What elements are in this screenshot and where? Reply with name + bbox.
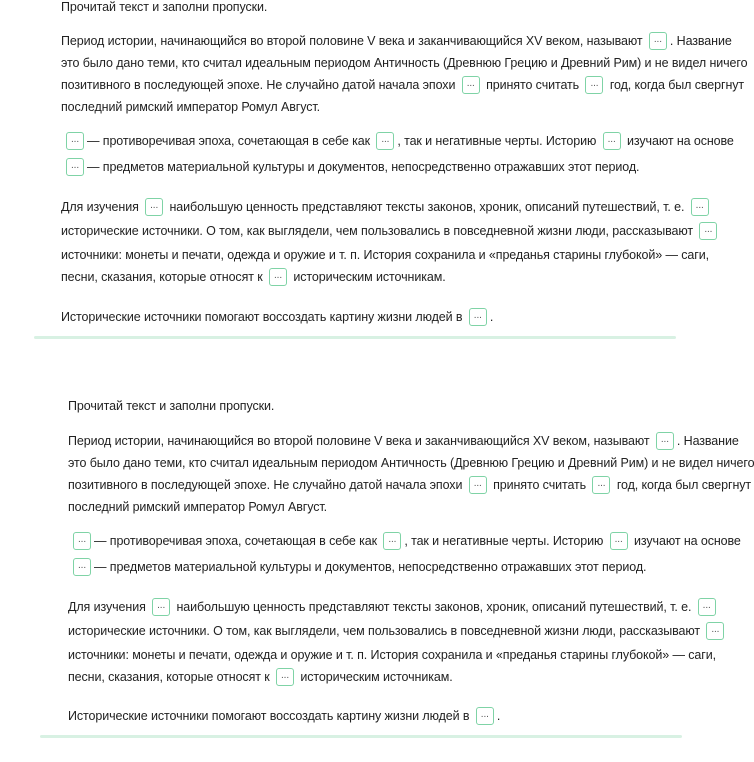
paragraph-2-line-1: ... — противоречивая эпоха, сочетающая в себе как ... , так и негативные черты. Историю ... изучают на основе: [70, 530, 741, 552]
gap-input[interactable]: ...: [462, 76, 480, 94]
gap-input[interactable]: ...: [699, 222, 717, 240]
gap-input[interactable]: ...: [66, 158, 84, 176]
paragraph-1-line-3: позитивного в последующей эпохе. Не случайно датой начала эпохи ... принято считать ... год, когда был свергнут: [68, 477, 752, 492]
gap-input[interactable]: ...: [603, 132, 621, 150]
paragraph-1-line-4: последний римский император Ромул Август.: [61, 100, 320, 114]
paragraph-2-line-2: ... — предметов материальной культуры и документов, непосредственно отражавших этот период.: [70, 556, 646, 578]
paragraph-4-line-1: Исторические источники помогают воссоздать картину жизни людей в ... .: [68, 708, 501, 723]
gap-input[interactable]: ...: [73, 532, 91, 550]
gap-input[interactable]: ...: [706, 622, 724, 640]
gap-input[interactable]: ...: [383, 532, 401, 550]
paragraph-3-line-2: исторические источники. О том, как выглядели, чем пользовались в повседневной жизни люди, рассказывают ...: [68, 620, 727, 642]
gap-input[interactable]: ...: [376, 132, 394, 150]
paragraph-3-line-2: исторические источники. О том, как выглядели, чем пользовались в повседневной жизни люди, рассказывают ...: [61, 220, 720, 242]
gap-input[interactable]: ...: [476, 707, 494, 725]
paragraph-1-line-1: Период истории, начинающийся во второй половине V века и заканчивающийся XV веком, называют ... . Название: [61, 33, 732, 48]
paragraph-1-line-2: это было дано теми, кто считал идеальным периодом Античность (Древнюю Грецию и Древний Рим) и не видел ничего: [61, 56, 748, 70]
gap-input[interactable]: ...: [66, 132, 84, 150]
task-instruction: Прочитай текст и заполни пропуски.: [61, 0, 268, 14]
card-separator: [40, 735, 682, 738]
gap-input[interactable]: ...: [152, 598, 170, 616]
gap-input[interactable]: ...: [269, 268, 287, 286]
gap-input[interactable]: ...: [610, 532, 628, 550]
gap-input[interactable]: ...: [469, 308, 487, 326]
gap-input[interactable]: ...: [649, 32, 667, 50]
paragraph-3-line-1: Для изучения ... наибольшую ценность представляют тексты законов, хроник, описаний путешествий, т. е. ...: [61, 196, 712, 218]
paragraph-3-line-4: песни, сказания, которые относят к ... историческим источникам.: [61, 269, 446, 284]
gap-input[interactable]: ...: [691, 198, 709, 216]
paragraph-4-line-1: Исторические источники помогают воссоздать картину жизни людей в ... .: [61, 309, 494, 324]
gap-input[interactable]: ...: [656, 432, 674, 450]
gap-input[interactable]: ...: [585, 76, 603, 94]
paragraph-3-line-3: источники: монеты и печати, одежда и оружие и т. п. История сохранила и «преданья старины глубокой» — саги,: [68, 648, 716, 662]
gap-input[interactable]: ...: [145, 198, 163, 216]
paragraph-1-line-4: последний римский император Ромул Август.: [68, 500, 327, 514]
gap-input[interactable]: ...: [469, 476, 487, 494]
paragraph-3-line-4: песни, сказания, которые относят к ... историческим источникам.: [68, 669, 453, 684]
paragraph-1-line-1: Период истории, начинающийся во второй половине V века и заканчивающийся XV веком, называют ... . Название: [68, 433, 739, 448]
paragraph-2-line-2: ... — предметов материальной культуры и документов, непосредственно отражавших этот период.: [63, 156, 639, 178]
gap-input[interactable]: ...: [698, 598, 716, 616]
paragraph-3-line-3: источники: монеты и печати, одежда и оружие и т. п. История сохранила и «преданья старины глубокой» — саги,: [61, 248, 709, 262]
task-instruction: Прочитай текст и заполни пропуски.: [68, 399, 275, 413]
paragraph-2-line-1: ... — противоречивая эпоха, сочетающая в себе как ... , так и негативные черты. Историю ... изучают на основе: [63, 130, 734, 152]
paragraph-3-line-1: Для изучения ... наибольшую ценность представляют тексты законов, хроник, описаний путешествий, т. е. ...: [68, 596, 719, 618]
gap-input[interactable]: ...: [73, 558, 91, 576]
paragraph-1-line-2: это было дано теми, кто считал идеальным периодом Античность (Древнюю Грецию и Древний Рим) и не видел ничего: [68, 456, 754, 470]
paragraph-1-line-3: позитивного в последующей эпохе. Не случайно датой начала эпохи ... принято считать ... год, когда был свергнут: [61, 77, 745, 92]
card-separator: [34, 336, 676, 339]
gap-input[interactable]: ...: [276, 668, 294, 686]
gap-input[interactable]: ...: [592, 476, 610, 494]
